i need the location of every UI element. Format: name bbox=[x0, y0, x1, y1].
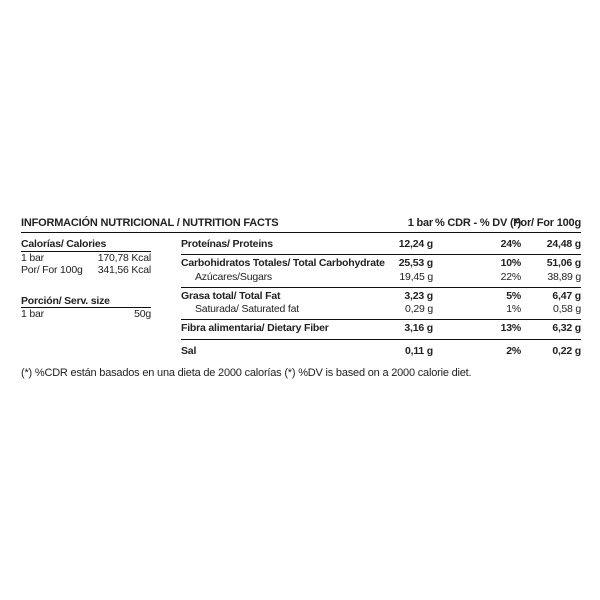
row-salt-name: Sal bbox=[181, 345, 197, 357]
row-fiber-cdr: 13% bbox=[500, 322, 521, 334]
column-header-per-100g: Por/ For 100g bbox=[513, 217, 581, 229]
row-fiber-per100: 6,32 g bbox=[552, 322, 581, 334]
row-fat-cdr: 5% bbox=[506, 290, 521, 302]
row-divider bbox=[181, 319, 581, 320]
row-sugars-per100: 38,89 g bbox=[547, 271, 581, 283]
row-saturated-per100: 0,58 g bbox=[553, 303, 581, 315]
calories-row1-value: 170,78 Kcal bbox=[97, 252, 151, 264]
calories-title: Calorías/ Calories bbox=[21, 238, 107, 250]
calories-row2-label: Por/ For 100g bbox=[21, 264, 83, 276]
row-sugars-cdr: 22% bbox=[500, 271, 521, 283]
row-sugars-name: Azúcares/Sugars bbox=[195, 271, 272, 283]
table-header bbox=[21, 214, 581, 233]
row-fat-bar: 3,23 g bbox=[404, 290, 433, 302]
row-saturated-name: Saturada/ Saturated fat bbox=[195, 303, 299, 315]
row-salt-per100: 0,22 g bbox=[552, 345, 581, 357]
portion-value: 50g bbox=[134, 308, 151, 320]
portion-label: 1 bar bbox=[21, 308, 44, 320]
row-carbs-name: Carbohidratos Totales/ Total Carbohydrate bbox=[181, 257, 385, 269]
table-title: INFORMACIÓN NUTRICIONAL / NUTRITION FACTS bbox=[21, 217, 279, 229]
row-sugars-bar: 19,45 g bbox=[399, 271, 433, 283]
column-header-1-bar: 1 bar bbox=[407, 217, 433, 229]
row-proteins-bar: 12,24 g bbox=[398, 238, 433, 250]
row-proteins-per100: 24,48 g bbox=[546, 238, 581, 250]
column-header-cdr: % CDR - % DV (*) bbox=[434, 217, 521, 229]
row-carbs-cdr: 10% bbox=[500, 257, 521, 269]
row-divider bbox=[181, 287, 581, 288]
calories-row2-value: 341,56 Kcal bbox=[97, 264, 151, 276]
row-saturated-bar: 0,29 g bbox=[405, 303, 433, 315]
footnote: (*) %CDR están basados en una dieta de 2000 calorías (*) %DV is based on a 2000 calorie diet. bbox=[21, 367, 472, 379]
row-proteins-cdr: 24% bbox=[500, 238, 521, 250]
row-carbs-per100: 51,06 g bbox=[546, 257, 581, 269]
row-divider bbox=[181, 339, 581, 340]
calories-row1-label: 1 bar bbox=[21, 252, 44, 264]
row-divider bbox=[181, 254, 581, 255]
row-saturated-cdr: 1% bbox=[506, 303, 521, 315]
row-salt-bar: 0,11 g bbox=[405, 345, 433, 357]
row-fiber-bar: 3,16 g bbox=[404, 322, 433, 334]
row-salt-cdr: 2% bbox=[506, 345, 521, 357]
portion-title: Porción/ Serv. size bbox=[21, 295, 110, 307]
row-fiber-name: Fibra alimentaria/ Dietary Fiber bbox=[181, 322, 329, 334]
row-carbs-bar: 25,53 g bbox=[398, 257, 433, 269]
row-proteins-name: Proteínas/ Proteins bbox=[181, 238, 273, 250]
row-fat-name: Grasa total/ Total Fat bbox=[181, 290, 281, 302]
row-fat-per100: 6,47 g bbox=[552, 290, 581, 302]
